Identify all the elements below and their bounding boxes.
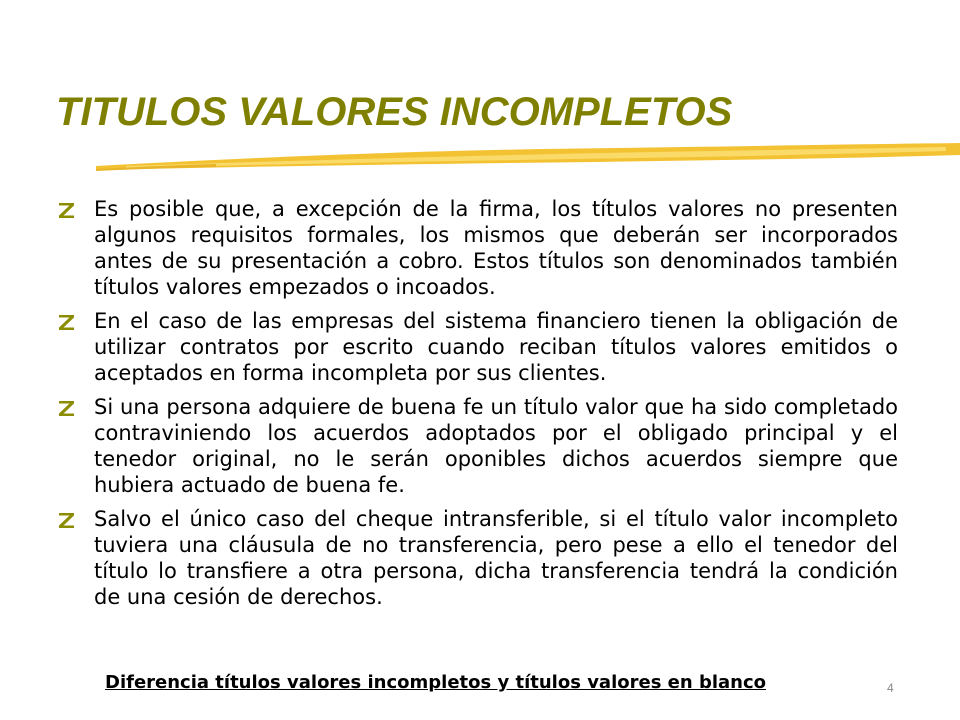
bullet-text: Salvo el único caso del cheque intransferible, si el título valor incompleto tuviera una cláusula de no transferencia, pero pese a ello el tenedor del título lo transfiere a otra persona, dicha transferencia tendrá la condición de una cesión de derechos. xyxy=(94,507,898,609)
bullet-list xyxy=(56,196,898,618)
bullet-item xyxy=(56,506,898,610)
slide-title: TITULOS VALORES INCOMPLETOS xyxy=(56,90,733,134)
diferencia-titulos-link[interactable]: Diferencia títulos valores incompletos y títulos valores en blanco xyxy=(105,672,767,693)
bullet-item xyxy=(56,196,898,300)
bullet-text: Es posible que, a excepción de la firma, los títulos valores no presenten algunos requisitos formales, los mismos que deberán ser incorporados antes de su presentación a cobro. Estos títulos son denominados también títulos valores empezados o incoados. xyxy=(94,197,898,299)
page-number: 4 xyxy=(887,681,894,695)
olive-z-bullet-icon xyxy=(56,510,78,530)
bullet-item xyxy=(56,394,898,498)
bullet-text: Si una persona adquiere de buena fe un título valor que ha sido completado contraviniendo los acuerdos adoptados por el obligado principal y el tenedor original, no le serán oponibles dichos acuerdos siempre que hubiera actuado de buena fe. xyxy=(94,395,898,497)
olive-z-bullet-icon xyxy=(56,312,78,332)
footer-link-row xyxy=(105,671,766,695)
olive-z-bullet-icon xyxy=(56,200,78,220)
title-underline-brushstroke xyxy=(96,136,960,176)
olive-z-bullet-icon xyxy=(56,398,78,418)
bullet-text: En el caso de las empresas del sistema financiero tienen la obligación de utilizar contratos por escrito cuando reciban títulos valores emitidos o aceptados en forma incompleta por sus clientes. xyxy=(94,309,898,385)
bullet-item xyxy=(56,308,898,386)
